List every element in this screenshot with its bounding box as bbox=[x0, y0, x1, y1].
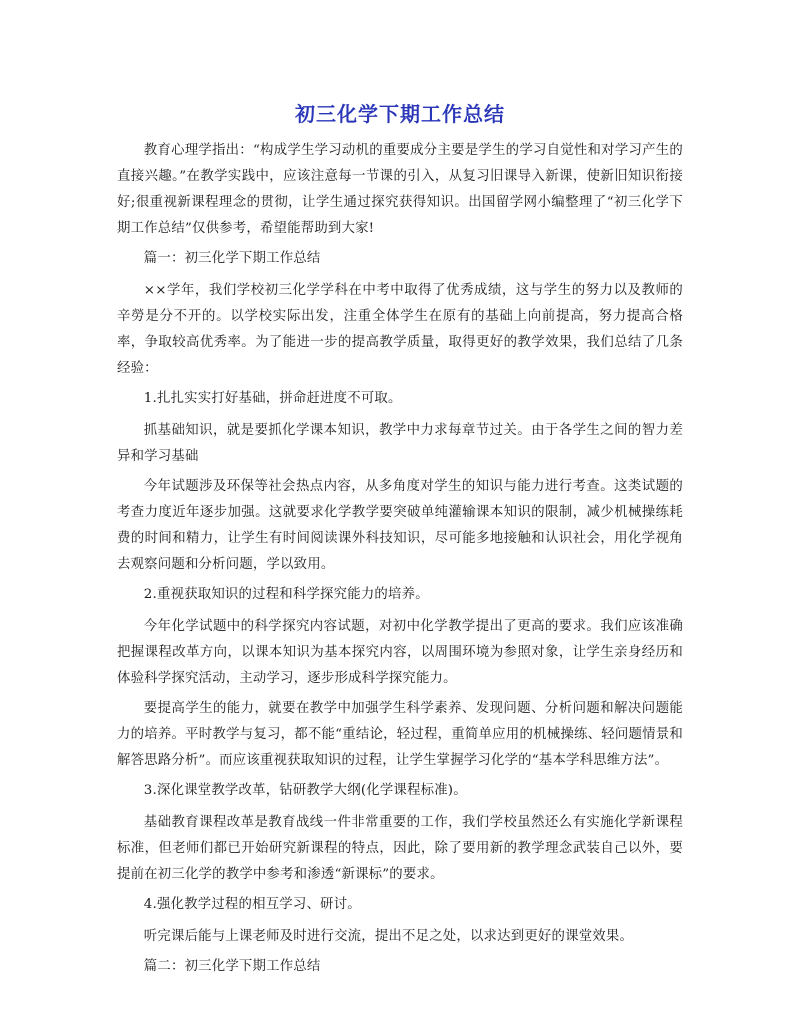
basic-knowledge-paragraph: 抓基础知识，就是要抓化学课本知识，教学中力求每章节过关。由于各学生之间的智力差异和学习基础 bbox=[117, 423, 683, 464]
document-page bbox=[117, 100, 683, 986]
point-heading-4: 4.强化教学过程的相互学习、研讨。 bbox=[143, 897, 361, 912]
exam-topics-paragraph: 今年试题涉及环保等社会热点内容，从多角度对学生的知识与能力进行考查。这类试题的考查力度近年逐步加强。这就要求化学教学要突破单纯灌输课本知识的限制，减少机械操练耗费的时间和精力，让学生有时间阅读课外科技知识，尽可能多地接触和认识社会，用化学视角去观察问题和分析问题，学以致用。 bbox=[117, 479, 683, 572]
section-heading-part-one: 篇一：初三化学下期工作总结 bbox=[143, 251, 321, 266]
point-heading-1: 1.扎扎实实打好基础，拼命赶进度不可取。 bbox=[143, 391, 402, 406]
inquiry-paragraph: 今年化学试题中的科学探究内容试题，对初中化学教学提出了更高的要求。我们应该准确把握课程改革方向，以课本知识为基本探究内容，以周围环境为参照对象，让学生亲身经历和体验科学探究活动，主动学习，逐步形成科学探究能力。 bbox=[117, 619, 683, 686]
curriculum-reform-paragraph: 基础教育课程改革是教育战线一件非常重要的工作，我们学校虽然还么有实施化学新课程标准，但老师们都已开始研究新课程的特点，因此，除了要用新的教学理念武装自己以外，要提前在初三化学的教学中参考和渗透“新课标”的要求。 bbox=[117, 815, 683, 882]
point-heading-2: 2.重视获取知识的过程和科学探究能力的培养。 bbox=[143, 587, 429, 602]
point-heading-3: 3.深化课堂教学改革，钻研教学大纲(化学课程标准)。 bbox=[143, 783, 467, 798]
section-heading-part-two: 篇二：初三化学下期工作总结 bbox=[143, 959, 321, 974]
peer-review-paragraph: 听完课后能与上课老师及时进行交流，提出不足之处，以求达到更好的课堂效果。 bbox=[143, 929, 634, 944]
ability-paragraph: 要提高学生的能力，就要在教学中加强学生科学素养、发现问题、分析问题和解决问题能力的培养。平时教学与复习，都不能“重结论，轻过程，重简单应用的机械操练、轻问题情景和解答思路分析”。而应该重视获取知识的过程，让学生掌握学习化学的“基本学科思维方法”。 bbox=[117, 701, 683, 768]
document-title: 初三化学下期工作总结 bbox=[295, 102, 505, 126]
summary-paragraph: ××学年，我们学校初三化学学科在中考中取得了优秀成绩，这与学生的努力以及教师的辛勞是分不开的。以学校实际出发，注重全体学生在原有的基础上向前提高，努力提高合格率，争取较高优秀率。为了能进一步的提高教学质量，取得更好的教学效果，我们总结了几条经验： bbox=[117, 283, 683, 376]
intro-paragraph: 教育心理学指出：“构成学生学习动机的重要成分主要是学生的学习自觉性和对学习产生的直接兴趣。”在教学实践中，应该注意每一节课的引入，从复习旧课导入新课，使新旧知识衔接好;很重视新课程理念的贯彻，让学生通过探究获得知识。出国留学网小编整理了“初三化学下期工作总结”仅供参考，希望能帮助到大家! bbox=[117, 143, 683, 236]
